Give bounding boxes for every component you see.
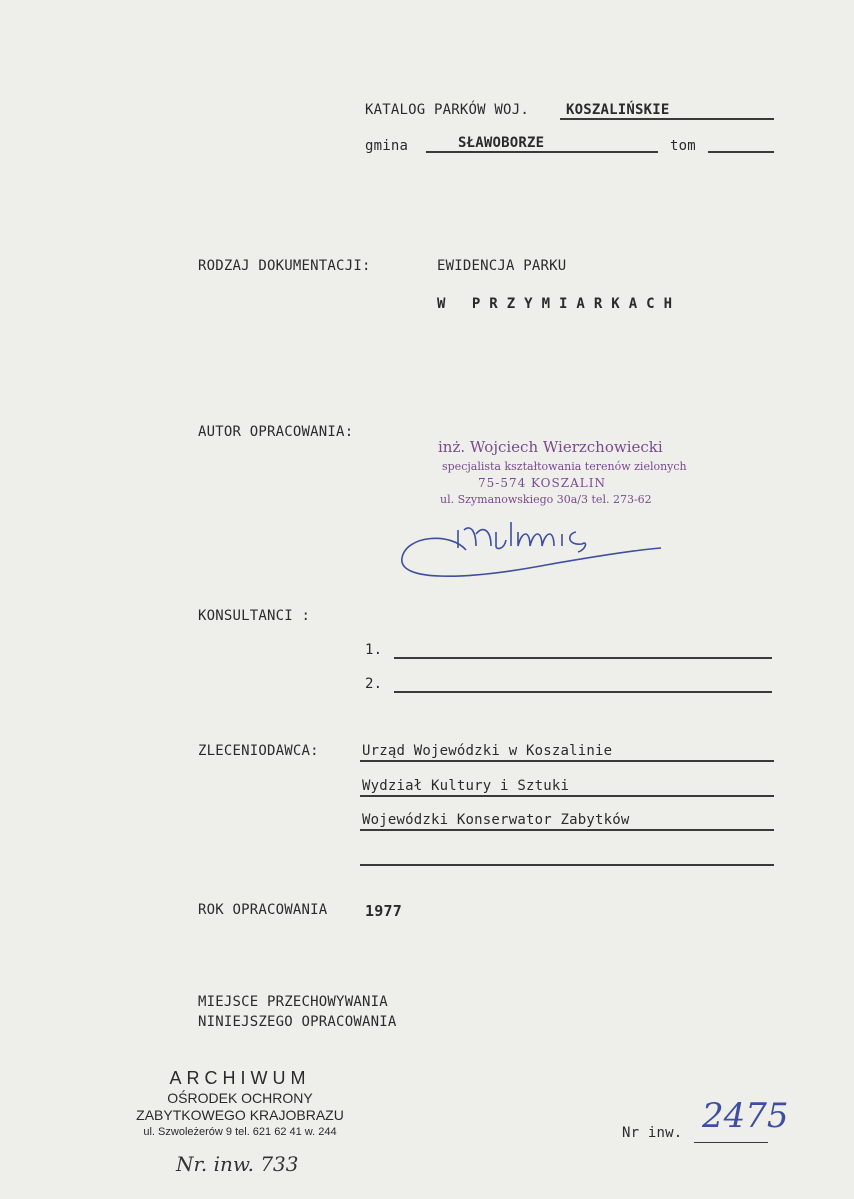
author-stamp-address: ul. Szymanowskiego 30a/3 tel. 273-62 bbox=[440, 493, 652, 506]
consultant-1-line bbox=[394, 657, 772, 659]
documentation-line1: EWIDENCJA PARKU bbox=[437, 258, 567, 274]
author-signature bbox=[396, 510, 676, 590]
archive-stamp-line1: OŚRODEK OCHRONY bbox=[167, 1090, 313, 1106]
commissioner-line2: Wydział Kultury i Sztuki bbox=[362, 778, 570, 794]
author-stamp-name: inż. Wojciech Wierzchowiecki bbox=[438, 438, 663, 456]
consultant-2-line bbox=[394, 691, 772, 693]
commissioner-line3: Wojewódzki Konserwator Zabytków bbox=[362, 812, 630, 828]
author-stamp-city: 75-574 KOSZALIN bbox=[478, 476, 606, 490]
storage-line2: NINIEJSZEGO OPRACOWANIA bbox=[198, 1014, 397, 1030]
consultant-1-number: 1. bbox=[365, 642, 383, 658]
consultant-2-number: 2. bbox=[365, 676, 383, 692]
handwritten-inventory-note: Nr. inw. 733 bbox=[176, 1152, 299, 1176]
commissioner-underline-1 bbox=[360, 760, 774, 762]
commissioner-label: ZLECENIODAWCA: bbox=[198, 743, 319, 759]
archive-stamp-line3: ul. Szwoleżerów 9 tel. 621 62 41 w. 244 bbox=[143, 1126, 337, 1138]
author-stamp-specialty: specjalista kształtowania terenów zielonych bbox=[442, 460, 687, 473]
documentation-label: RODZAJ DOKUMENTACJI: bbox=[198, 258, 371, 274]
year-value: 1977 bbox=[365, 902, 402, 920]
consultants-label: KONSULTANCI : bbox=[198, 608, 311, 624]
storage-line1: MIEJSCE PRZECHOWYWANIA bbox=[198, 994, 388, 1010]
inventory-underline bbox=[694, 1142, 768, 1143]
documentation-line2: W PRZYMIARKACH bbox=[437, 296, 682, 312]
voivodeship-underline bbox=[560, 118, 774, 120]
inventory-number: 2475 bbox=[702, 1096, 789, 1136]
gmina-underline bbox=[426, 151, 658, 153]
gmina-value: SŁAWOBORZE bbox=[458, 135, 545, 151]
inventory-label: Nr inw. bbox=[622, 1125, 683, 1141]
gmina-label: gmina bbox=[365, 138, 409, 154]
catalog-label: KATALOG PARKÓW WOJ. bbox=[365, 102, 529, 118]
archive-stamp-title: ARCHIWUM bbox=[169, 1068, 311, 1088]
author-label: AUTOR OPRACOWANIA: bbox=[198, 424, 354, 440]
archive-stamp-line2: ZABYTKOWEGO KRAJOBRAZU bbox=[136, 1107, 344, 1123]
tom-label: tom bbox=[670, 138, 696, 154]
commissioner-underline-2 bbox=[360, 795, 774, 797]
commissioner-underline-4 bbox=[360, 864, 774, 866]
commissioner-line1: Urząd Wojewódzki w Koszalinie bbox=[362, 743, 613, 759]
year-label: ROK OPRACOWANIA bbox=[198, 902, 328, 918]
voivodeship-value: KOSZALIŃSKIE bbox=[566, 102, 670, 118]
tom-underline bbox=[708, 151, 774, 153]
commissioner-underline-3 bbox=[360, 829, 774, 831]
